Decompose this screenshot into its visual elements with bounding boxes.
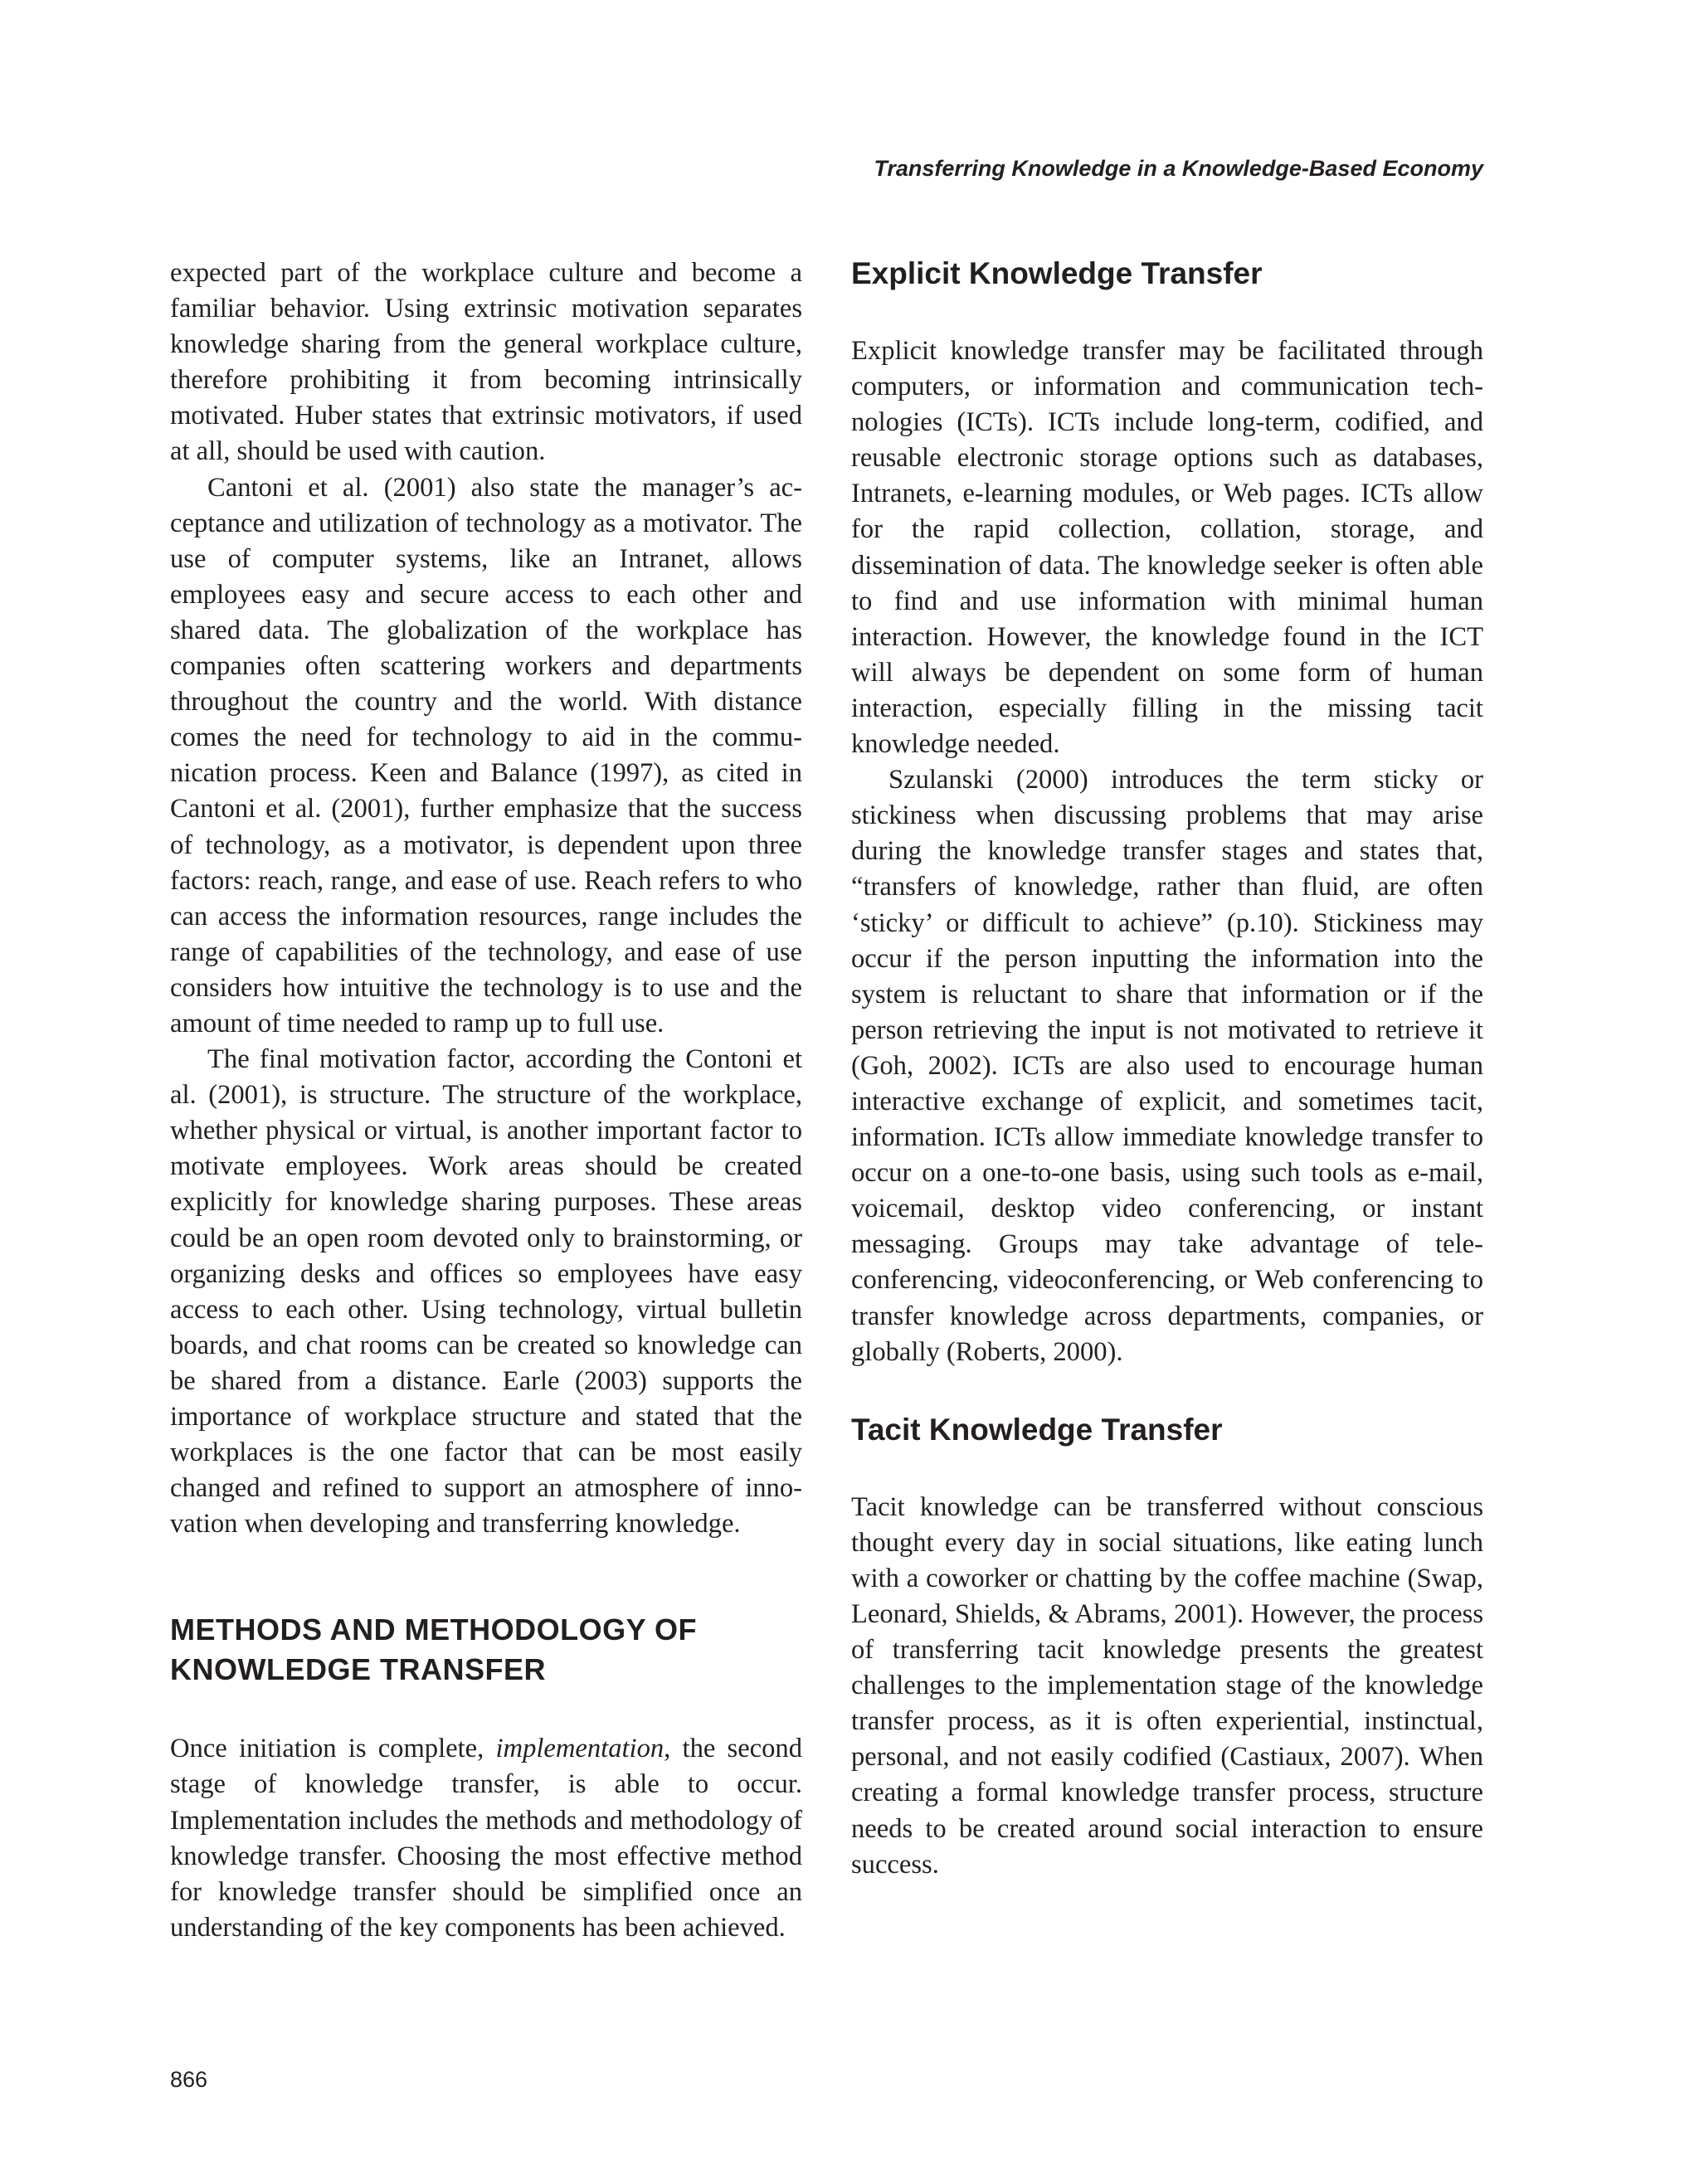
p4-end: , the second stage of knowledge transfer, is able to occur. Implementation includes the methods and methodology of knowledge transfer. Choosing the most effective method for knowledge transfer should be simplified once an understanding of the key components has been achieved. — [170, 1734, 802, 1943]
left-paragraph-4 — [170, 1731, 802, 1946]
left-paragraph-2: Cantoni et al. (2001) also state the manager’s acceptance and utilization of technology as a motivator. The use of computer systems, like an Intranet, allows employees easy and secure access to each other and shared data. The globalization of the workplace has companies often scattering workers and departments throughout the country and the world. With distance comes the need for technology to aid in the communication process. Keen and Balance (1997), as cited in Cantoni et al. (2001), further emphasize that the success of technology, as a motivator, is dependent upon three factors: reach, range, and ease of use. Reach refers to who can access the information resources, range includes the range of capabilities of the technology, and ease of use considers how intuitive the technology is to use and the amount of time needed to ramp up to full use. — [170, 472, 802, 1038]
p4-start: Once initiation is complete, — [170, 1734, 496, 1764]
right-paragraph-3: Tacit knowledge can be transferred without conscious thought every day in social situations, like eating lunch with a coworker or chatting by the coffee machine (Swap, Leonard, Shields, & Abrams, 2001). However, the process of transferring tacit knowledge presents the greatest challenges to the implementation stage of the knowledge transfer process, as it is often experiential, instinctual, personal, and not easily codified (Castiaux, 2007). When creating a formal knowledge transfer process, structure needs to be created around social interaction to ensure success. — [851, 1491, 1483, 1880]
right-paragraph-2: Szulanski (2000) introduces the term sticky or stickiness when discussing problems that may arise during the knowledge transfer stages and states that, “transfers of knowledge, rather than fluid, are often ‘sticky’ or difficult to achieve” (p.10). Stickiness may occur if the person inputting the information into the system is reluctant to share that information or if the person retrieving the input is not motivated to retrieve it (Goh, 2002). ICTs are also used to encourage human interactive exchange of explicit, and sometimes tacit, information. ICTs allow immediate knowledge transfer to occur on a one-to-one basis, using such tools as e-mail, voicemail, desktop video conferencing, or instant messaging. Groups may take advantage of teleconferencing, videoconferencing, or Web conferencing to transfer knowledge across departments, companies, or globally (Roberts, 2000). — [851, 765, 1483, 1367]
section-heading-methods — [170, 1610, 802, 1690]
section-heading-line-2: KNOWLEDGE TRANSFER — [170, 1652, 546, 1687]
heading-explicit-knowledge-transfer: Explicit Knowledge Transfer — [851, 256, 1263, 290]
left-paragraph-3: The final motivation factor, according the Contoni et al. (2001), is structure. The structure of the workplace, whether physical or virtual, is another important factor to motivate employees. Work areas should be created explicitly for knowledge sharing purposes. These areas could be an open room devoted only to brainstorming, or organizing desks and offices so employees have easy access to each other. Using technology, virtual bulletin boards, and chat rooms can be created so knowledge can be shared from a distance. Earle (2003) supports the importance of workplace structure and stated that the workplaces is the one factor that can be most easily changed and refined to support an atmosphere of innovation when developing and transferring knowledge. — [170, 1044, 802, 1540]
left-column — [170, 255, 802, 1946]
running-head: Transferring Knowledge in a Knowledge-Based Economy — [874, 156, 1483, 181]
heading-tacit-knowledge-transfer: Tacit Knowledge Transfer — [851, 1412, 1223, 1447]
right-column — [851, 255, 1483, 1883]
section-heading-line-1: METHODS AND METHODOLOGY OF — [170, 1612, 698, 1647]
p4-italic-term: implementation — [495, 1734, 665, 1764]
right-paragraph-1: Explicit knowledge transfer may be facilitated through computers, or information and communication technologies (ICTs). ICTs include long-term, codified, and reusable electronic storage options such as databases, Intranets, e-learning modules, or Web pages. ICTs allow for the rapid collection, collation, storage, and dissemination of data. The knowledge seeker is often able to find and use information with minimal human interaction. However, the knowledge found in the ICT will always be dependent on some form of human interaction, especially filling in the missing tacit knowledge needed. — [851, 336, 1483, 760]
page-number: 866 — [170, 2067, 208, 2092]
left-paragraph-1: expected part of the workplace culture and become a familiar behavior. Using extrinsic motivation separates knowledge sharing from the general workplace culture, therefore prohibiting it from becoming intrinsically motivated. Huber states that extrinsic motivators, if used at all, should be used with caution. — [170, 258, 802, 467]
